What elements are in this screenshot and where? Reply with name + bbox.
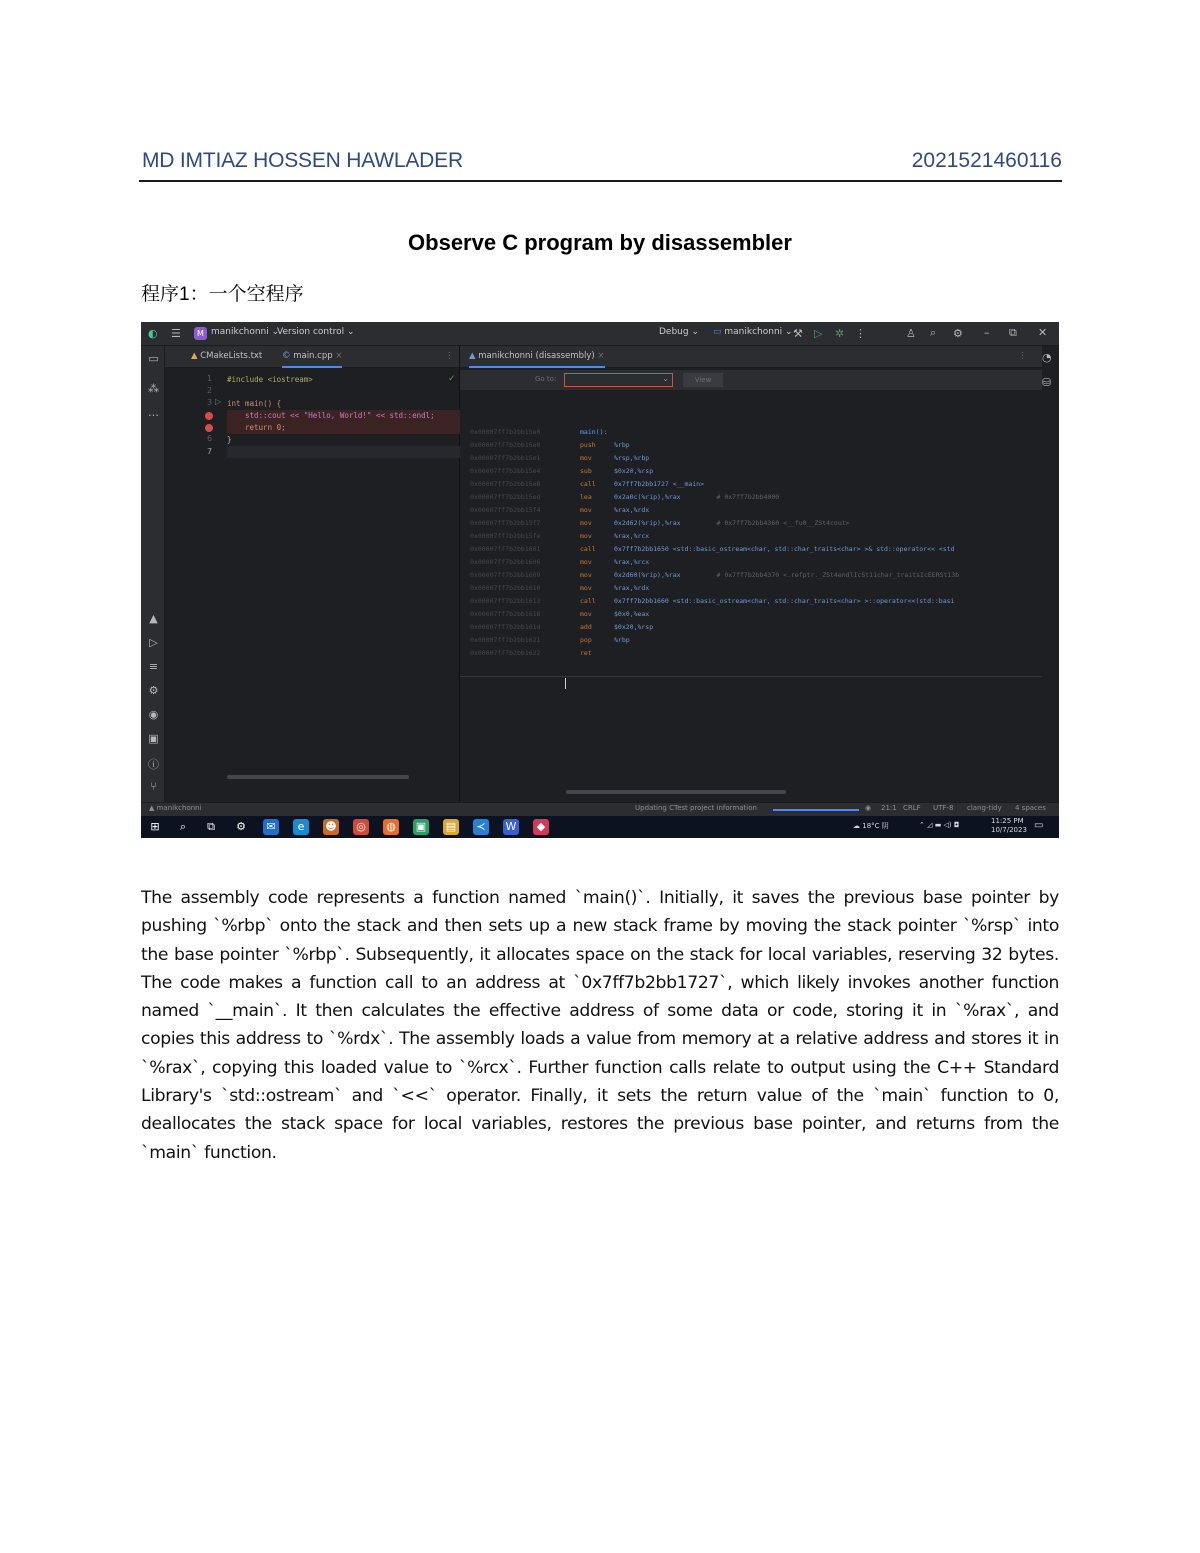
disasm-operands: 0x7ff7b2bb1660 <std::basic_ostream<char, std::char_traits<char> >::operator<<(std::basi xyxy=(614,597,955,605)
breakpoint-icon[interactable] xyxy=(205,424,213,432)
run-config-selector[interactable]: Debug ⌄ xyxy=(659,327,700,337)
tab-label: main.cpp xyxy=(293,351,333,361)
disasm-mnemonic: ret xyxy=(580,649,592,657)
view-button[interactable]: View xyxy=(683,373,723,387)
disasm-address: 0x00007ff7b2bb15f7 xyxy=(470,519,541,527)
system-tray-icons[interactable]: ⌃ ◿ ▬ ◁) ◘ xyxy=(919,821,960,829)
document-title: Observe C program by disassembler xyxy=(408,230,792,255)
caret-position[interactable]: 21:1 xyxy=(881,804,897,812)
disasm-mnemonic: pop xyxy=(580,636,592,644)
status-project[interactable]: ▲ manikchonni xyxy=(149,804,202,812)
ide-screenshot xyxy=(141,322,1059,838)
disasm-address: 0x00007ff7b2bb1610 xyxy=(470,584,541,592)
clock[interactable] xyxy=(991,817,1027,835)
disasm-address: 0x00007ff7b2bb1622 xyxy=(470,649,541,657)
disasm-operands: %rax,%rdx xyxy=(614,584,650,592)
disasm-row[interactable] xyxy=(470,569,959,582)
disasm-row[interactable] xyxy=(470,582,685,595)
disasm-row[interactable] xyxy=(470,647,650,660)
disasm-operands: $0x20,%rsp xyxy=(614,467,654,475)
todo-tool-icon[interactable]: ≡ xyxy=(148,660,159,673)
disasm-address: 0x00007ff7b2bb161d xyxy=(470,623,541,631)
status-bar xyxy=(141,802,1059,816)
line-number: 6 xyxy=(207,434,213,443)
cmake-tool-icon[interactable]: ◉ xyxy=(148,708,159,721)
disasm-operands: 0x7ff7b2bb1650 <std::basic_ostream<char, std::char_traits<char> >& std::operator<< <std xyxy=(614,545,955,553)
restore-icon[interactable]: ⧉ xyxy=(1009,326,1017,339)
editor-horizontal-scrollbar[interactable] xyxy=(227,775,409,779)
no-problems-icon: ✓ xyxy=(448,374,456,384)
disasm-row[interactable] xyxy=(470,491,779,504)
minimize-icon[interactable]: – xyxy=(984,326,990,339)
clock-time: 11:25 PM xyxy=(991,817,1024,825)
taskbar-search-icon[interactable]: ⌕ xyxy=(179,820,187,833)
tab-disassembly[interactable] xyxy=(469,351,605,368)
section-heading: 程序1：一个空程序 xyxy=(141,284,304,305)
disasm-address: 0x00007ff7b2bb15e0 xyxy=(470,441,541,449)
disasm-mnemonic: call xyxy=(580,480,596,488)
file-encoding[interactable]: UTF-8 xyxy=(933,804,954,812)
linter-status[interactable]: clang-tidy xyxy=(967,804,1002,812)
author-name: MD IMTIAZ HOSSEN HAWLADER xyxy=(142,149,463,172)
disasm-mnemonic: lea xyxy=(580,493,592,501)
tab-label: manikchonni (disassembly) xyxy=(478,351,595,361)
run-config-label: Debug xyxy=(659,327,689,337)
disasm-mnemonic: sub xyxy=(580,467,592,475)
disasm-row[interactable] xyxy=(470,530,685,543)
cmake-file-icon: ▲ xyxy=(191,351,198,361)
disasm-address: 0x00007ff7b2bb1613 xyxy=(470,597,541,605)
disasm-address: 0x00007ff7b2bb15e0 xyxy=(470,428,541,436)
disasm-operands: %rbp xyxy=(614,441,630,449)
panel-divider xyxy=(460,676,1042,677)
build-icon[interactable]: ⚒ xyxy=(793,327,803,340)
disasm-comment: # 0x7ff7b2bb4360 <__fu0__ZSt4cout> xyxy=(716,519,850,527)
target-selector[interactable]: ▭ manikchonni ⌄ xyxy=(713,327,793,337)
project-tool-icon[interactable]: ▭ xyxy=(148,352,159,365)
disasm-mnemonic: mov xyxy=(580,558,592,566)
code-line[interactable]: int main() { xyxy=(227,399,282,408)
notification-center-icon[interactable]: ▭ xyxy=(1034,820,1044,831)
disasm-address: 0x00007ff7b2bb15e8 xyxy=(470,480,541,488)
goto-bar xyxy=(460,370,1042,390)
disasm-row[interactable] xyxy=(470,452,685,465)
services-tool-icon[interactable]: ⚙ xyxy=(148,684,159,697)
code-editor xyxy=(165,346,460,802)
disasm-row[interactable] xyxy=(470,517,850,530)
problems-tool-icon[interactable]: ⓘ xyxy=(148,758,159,771)
run-tool-icon[interactable]: ▷ xyxy=(149,636,158,649)
warnings-tool-icon[interactable]: ▲ xyxy=(149,612,158,625)
disasm-comment: # 0x7ff7b2bb4000 xyxy=(716,493,780,501)
disasm-row[interactable] xyxy=(470,595,990,608)
line-number: 3 xyxy=(207,398,213,407)
tab-cmakelists[interactable] xyxy=(191,351,262,361)
student-id: 2021521460116 xyxy=(911,149,1062,172)
tab-options-icon[interactable]: ⋮ xyxy=(445,351,454,361)
app-icon[interactable]: ☻ xyxy=(323,819,339,835)
close-tab-icon[interactable]: × xyxy=(597,351,605,361)
disasm-operands: %rsp,%rbp xyxy=(614,454,650,462)
dropdown-arrow-icon[interactable]: ⌄ xyxy=(662,374,669,383)
editor-gutter xyxy=(177,368,225,802)
mail-app-icon[interactable]: ✉ xyxy=(263,819,279,835)
line-number: 7 xyxy=(207,447,213,456)
windows-start-icon[interactable]: ⊞ xyxy=(150,820,160,833)
tool-window-bar xyxy=(141,346,165,802)
weather-widget[interactable]: ☁ 18°C 阴 xyxy=(853,822,889,830)
disasm-address: 0x00007ff7b2bb1609 xyxy=(470,571,541,579)
code-text: return 0; xyxy=(245,423,286,432)
disasm-row[interactable] xyxy=(470,556,685,569)
disasm-mnemonic: add xyxy=(580,623,592,631)
weather-label: 18°C 阴 xyxy=(862,822,889,830)
disassembly-file-icon: ▲ xyxy=(469,351,476,361)
disasm-address: 0x00007ff7b2bb15e4 xyxy=(470,467,541,475)
project-name: manikchonni xyxy=(211,327,269,337)
disasm-address: 0x00007ff7b2bb1606 xyxy=(470,558,541,566)
disasm-operands: %rax,%rcx xyxy=(614,532,650,540)
disasm-row[interactable] xyxy=(470,543,990,556)
task-view-icon[interactable]: ⧉ xyxy=(207,820,215,833)
vscode-app-icon[interactable]: ≺ xyxy=(473,819,489,835)
cpp-file-icon: © xyxy=(282,351,291,361)
settings-icon[interactable]: ⚙ xyxy=(953,327,963,340)
disasm-mnemonic: push xyxy=(580,441,596,449)
disasm-mnemonic: call xyxy=(580,597,596,605)
text-cursor xyxy=(565,678,566,689)
goto-label: Go to: xyxy=(535,375,557,383)
current-line[interactable] xyxy=(227,446,460,458)
disasm-row[interactable] xyxy=(470,465,689,478)
project-selector[interactable]: manikchonni ⌄ xyxy=(211,327,280,337)
clock-date: 10/7/2023 xyxy=(991,826,1027,834)
disasm-address: 0x00007ff7b2bb15fe xyxy=(470,532,541,540)
tab-main-cpp[interactable] xyxy=(282,351,342,368)
code-text: std::cout << "Hello, World!" << std::endl; xyxy=(245,411,435,420)
disassembly-tabs xyxy=(460,346,1042,368)
disasm-row[interactable] xyxy=(470,504,685,517)
close-tab-icon[interactable]: × xyxy=(335,351,343,361)
disasm-operands: 0x2d62(%rip),%rax xyxy=(614,519,681,527)
line-number: 2 xyxy=(207,386,213,395)
breakpoint-icon[interactable] xyxy=(205,412,213,420)
disasm-row[interactable] xyxy=(470,439,666,452)
disasm-mnemonic: mov xyxy=(580,584,592,592)
word-app-icon[interactable]: W xyxy=(503,819,519,835)
disasm-row[interactable] xyxy=(470,608,685,621)
disasm-address: 0x00007ff7b2bb15ed xyxy=(470,493,541,501)
status-project-label: manikchonni xyxy=(156,804,202,812)
status-task: Updating CTest project information xyxy=(635,804,757,812)
ide-title-bar xyxy=(141,322,1059,346)
git-tool-icon[interactable]: ⑂ xyxy=(150,780,157,793)
code-line[interactable]: } xyxy=(227,435,232,444)
task-progress-bar xyxy=(773,809,859,811)
search-icon[interactable]: ⌕ xyxy=(930,326,937,339)
goto-address-input[interactable] xyxy=(564,373,673,387)
chrome-browser-icon[interactable]: ◎ xyxy=(353,819,369,835)
disasm-row[interactable] xyxy=(470,478,740,491)
tab-options-icon[interactable]: ⋮ xyxy=(1018,351,1027,361)
file-explorer-icon[interactable]: ▤ xyxy=(443,819,459,835)
disasm-address: 0x00007ff7b2bb15e1 xyxy=(470,454,541,462)
vcs-label: Version control xyxy=(277,327,345,337)
account-icon[interactable]: ♙ xyxy=(906,327,916,340)
line-separator[interactable]: CRLF xyxy=(903,804,921,812)
disasm-mnemonic: mov xyxy=(580,532,592,540)
project-badge: M xyxy=(194,327,207,340)
disasm-operands: %rbp xyxy=(614,636,630,644)
code-line[interactable]: #include <iostream> xyxy=(227,375,313,384)
disassembly-panel xyxy=(460,346,1042,802)
edge-browser-icon[interactable]: e xyxy=(293,819,309,835)
disasm-comment: # 0x7ff7b2bb4370 <.refptr._ZSt4endlIcSt11char_traitsIcEERSt13b xyxy=(716,571,960,579)
disasm-address: 0x00007ff7b2bb1618 xyxy=(470,610,541,618)
disasm-address: 0x00007ff7b2bb1621 xyxy=(470,636,541,644)
database-icon[interactable]: ⛁ xyxy=(1042,376,1052,389)
app-store-icon[interactable]: ◆ xyxy=(533,819,549,835)
settings-app-icon[interactable]: ⚙ xyxy=(236,820,246,833)
disasm-mnemonic: mov xyxy=(580,610,592,618)
more-actions-icon[interactable]: ⋮ xyxy=(855,327,866,340)
disasm-row[interactable] xyxy=(470,621,689,634)
os-taskbar xyxy=(141,816,1059,838)
disasm-operands: 0x7ff7b2bb1727 <__main> xyxy=(614,480,705,488)
clion-app-icon[interactable]: ▣ xyxy=(413,819,429,835)
code-line-breakpoint[interactable] xyxy=(227,410,460,422)
disasm-operands: 0x2a0c(%rip),%rax xyxy=(614,493,681,501)
browser-icon[interactable]: ◍ xyxy=(383,819,399,835)
disasm-operands: %rax,%rdx xyxy=(614,506,650,514)
disasm-row[interactable] xyxy=(470,634,666,647)
run-gutter-icon[interactable]: ▷ xyxy=(215,397,222,406)
disasm-mnemonic: mov xyxy=(580,454,592,462)
vcs-selector[interactable]: Version control ⌄ xyxy=(277,327,355,337)
disasm-address: 0x00007ff7b2bb1601 xyxy=(470,545,541,553)
editor-tabs xyxy=(165,346,459,368)
disasm-label-row xyxy=(470,426,607,439)
disasm-operands: $0x0,%eax xyxy=(614,610,650,618)
body-paragraph: The assembly code represents a function named `main()`. Initially, it saves the previous base pointer by pushing `%rbp` onto the stack and then sets up a new stack frame by moving the stack pointer `%rsp` into the base pointer `%rbp`. Subsequently, it allocates space on the stack for local variables, reserving 32 bytes. The code makes a function call to an address at `0x7ff7b2bb1727`, which likely invokes another function named `__main`. It then calculates the effective address of some data or code, storing it in `%rax`, and copies this address to `%rdx`. The assembly loads a value from memory at a relative address and stores it in `%rax`, copying this loaded value to `%rcx`. Further function calls relate to output using the C++ Standard Library's `std::ostream` and `<<` operator. Finally, it sets the return value of the `main` function to 0, deallocates the stack space for local variables, restores the previous base pointer, and returns from the `main` function. xyxy=(141,888,1059,1163)
disasm-mnemonic: call xyxy=(580,545,596,553)
notifications-icon[interactable]: ◔ xyxy=(1042,351,1052,364)
main-menu-icon[interactable]: ☰ xyxy=(171,327,181,340)
disasm-operands: 0x2d60(%rip),%rax xyxy=(614,571,681,579)
tab-label: CMakeLists.txt xyxy=(200,351,263,361)
close-icon[interactable]: ✕ xyxy=(1038,326,1048,339)
disasm-operands: $0x20,%rsp xyxy=(614,623,654,631)
debug-icon[interactable]: ✲ xyxy=(835,327,845,340)
disasm-operands: %rax,%rcx xyxy=(614,558,650,566)
disasm-address: 0x00007ff7b2bb15f4 xyxy=(470,506,541,514)
indent-status[interactable]: 4 spaces xyxy=(1015,804,1046,812)
function-label: main(): xyxy=(580,428,608,436)
structure-tool-icon[interactable]: ⁂ xyxy=(148,382,159,395)
run-icon[interactable]: ▷ xyxy=(814,327,823,340)
disasm-horizontal-scrollbar[interactable] xyxy=(566,790,786,794)
target-icon: ▭ xyxy=(713,327,722,337)
target-label: manikchonni xyxy=(724,327,783,337)
page-header xyxy=(139,148,1062,182)
ide-logo-icon: ◐ xyxy=(148,327,158,340)
line-number: 1 xyxy=(207,374,213,383)
disasm-mnemonic: mov xyxy=(580,506,592,514)
disasm-mnemonic: mov xyxy=(580,571,592,579)
terminal-tool-icon[interactable]: ▣ xyxy=(148,732,159,745)
more-tools-icon[interactable]: … xyxy=(148,406,159,419)
cancel-task-icon[interactable]: ◉ xyxy=(865,804,872,812)
code-line-breakpoint[interactable] xyxy=(227,422,460,434)
disasm-mnemonic: mov xyxy=(580,519,592,527)
